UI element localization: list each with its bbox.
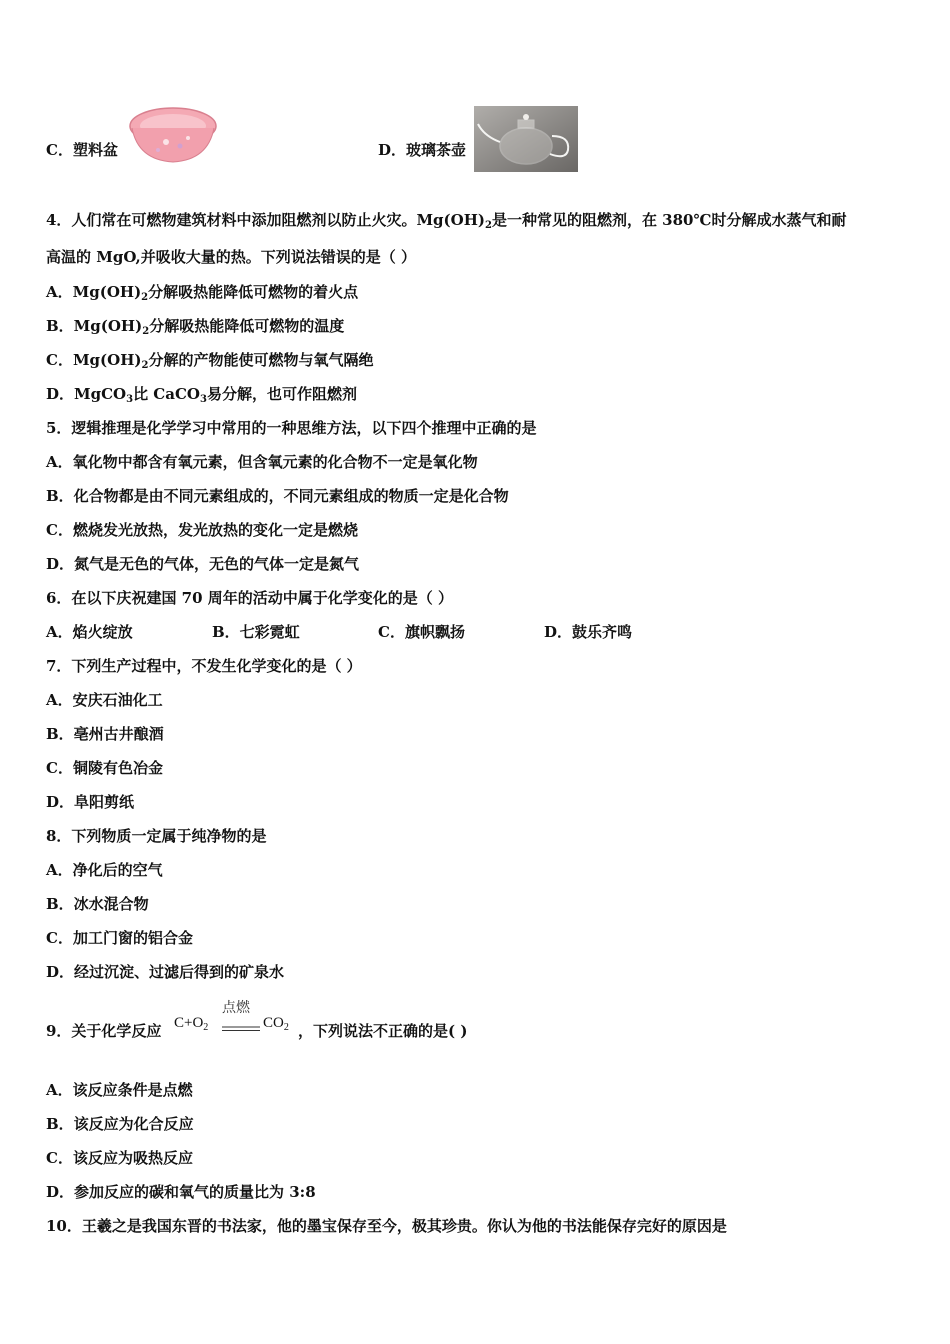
q6-option-a: A．焰火绽放 xyxy=(46,623,133,641)
q3-option-d: D．玻璃茶壶 xyxy=(378,141,467,159)
q8-option-a: A．净化后的空气 xyxy=(46,861,163,879)
q9-equals-sign xyxy=(222,1017,260,1023)
q9-stem-pre: 9．关于化学反应 xyxy=(46,1022,162,1040)
q4-option-d: D．MgCO$_3$比 CaCO$_3$易分解，也可作阻燃剂 xyxy=(46,385,357,405)
q6-stem: 6．在以下庆祝建国 70 周年的活动中属于化学变化的是（ ） xyxy=(46,589,453,607)
q9-option-b: B．该反应为化合反应 xyxy=(46,1115,194,1133)
q5-stem: 5．逻辑推理是化学学习中常用的一种思维方法，以下四个推理中正确的是 xyxy=(46,419,537,437)
q9-equation-left: $C+O_2$ xyxy=(174,1015,209,1033)
q7-stem: 7．下列生产过程中，不发生化学变化的是（ ） xyxy=(46,657,362,675)
q7-option-a: A．安庆石油化工 xyxy=(46,691,163,709)
q5-option-c: C．燃烧发光放热，发光放热的变化一定是燃烧 xyxy=(46,521,358,539)
q9-equation-right: $CO_2$ xyxy=(263,1015,289,1033)
q8-option-d: D．经过沉淀、过滤后得到的矿泉水 xyxy=(46,963,285,981)
q9-equation-condition: 点燃 xyxy=(222,1001,250,1016)
q8-option-c: C．加工门窗的铝合金 xyxy=(46,929,193,947)
q7-option-c: C．铜陵有色冶金 xyxy=(46,759,163,777)
q9-option-d: D．参加反应的碳和氧气的质量比为 3:8 xyxy=(46,1183,316,1201)
q5-option-d: D．氮气是无色的气体，无色的气体一定是氮气 xyxy=(46,555,360,573)
q3-option-c: C．塑料盆 xyxy=(46,141,118,159)
q4-option-a: A．$Mg(OH)_2$分解吸热能降低可燃物的着火点 xyxy=(46,283,359,303)
q9-stem-post: ，下列说法不正确的是( ) xyxy=(298,1022,468,1040)
q5-option-b: B．化合物都是由不同元素组成的，不同元素组成的物质一定是化合物 xyxy=(46,487,509,505)
q10-stem: 10．王羲之是我国东晋的书法家，他的墨宝保存至今，极其珍贵。你认为他的书法能保存完好的原因是 xyxy=(46,1217,727,1235)
q9-option-c: C．该反应为吸热反应 xyxy=(46,1149,193,1167)
q4-option-c: C．$Mg(OH)_2$分解的产物能使可燃物与氧气隔绝 xyxy=(46,351,374,371)
q7-option-b: B．亳州古井酿酒 xyxy=(46,725,164,743)
plastic-basin-image xyxy=(128,104,218,166)
q4-stem-line2: 高温的 MgO,并吸收大量的热。下列说法错误的是（ ） xyxy=(46,248,416,266)
q6-option-b: B．七彩霓虹 xyxy=(212,623,300,641)
q4-stem-line1: 4．人们常在可燃物建筑材料中添加阻燃剂以防止火灾。$Mg(OH)_2$是一种常见的阻燃剂，在 380℃时分解成水蒸气和耐 xyxy=(46,211,847,231)
glass-teapot-image xyxy=(474,106,578,172)
q8-option-b: B．冰水混合物 xyxy=(46,895,149,913)
q6-option-d: D．鼓乐齐鸣 xyxy=(544,623,633,641)
q4-option-b: B．$Mg(OH)_2$分解吸热能降低可燃物的温度 xyxy=(46,317,345,337)
q9-option-a: A．该反应条件是点燃 xyxy=(46,1081,193,1099)
q6-option-c: C．旗帜飘扬 xyxy=(378,623,465,641)
q8-stem: 8．下列物质一定属于纯净物的是 xyxy=(46,827,267,845)
q5-option-a: A．氧化物中都含有氧元素，但含氧元素的化合物不一定是氧化物 xyxy=(46,453,478,471)
q7-option-d: D．阜阳剪纸 xyxy=(46,793,135,811)
